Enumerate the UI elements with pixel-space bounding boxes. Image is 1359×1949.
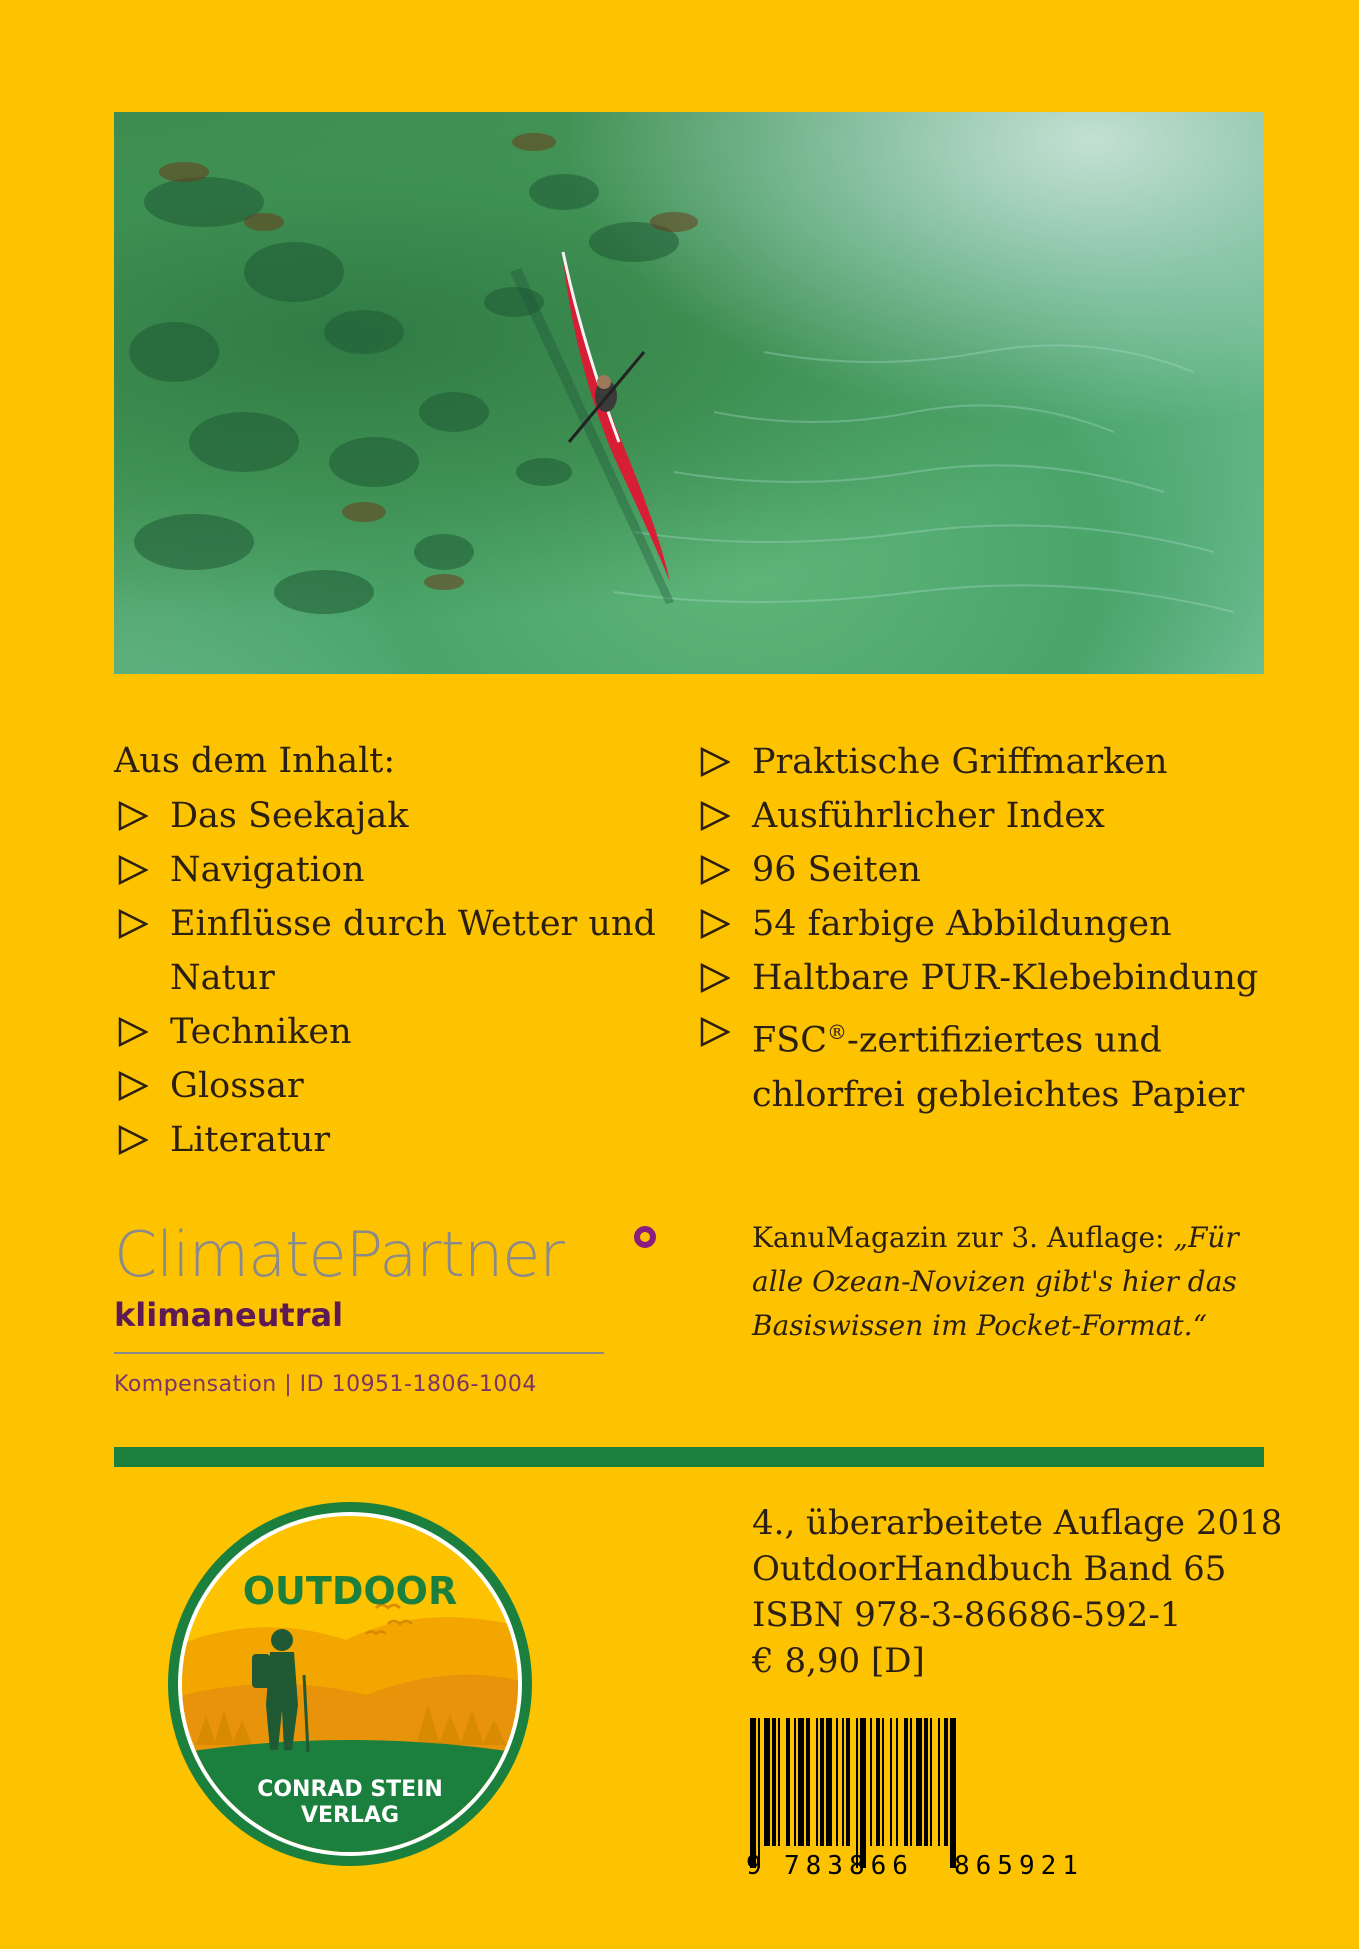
climate-partner-ring-icon xyxy=(634,1226,656,1248)
contents-list-left xyxy=(114,789,656,1167)
kayak-photo-illustration xyxy=(114,112,1264,674)
list-item xyxy=(114,843,656,897)
list-item-label: Techniken xyxy=(170,1012,352,1052)
list-item xyxy=(696,843,1258,897)
triangle-bullet-icon xyxy=(118,1071,148,1101)
list-item xyxy=(114,1005,656,1059)
list-item xyxy=(696,789,1258,843)
isbn-barcode xyxy=(744,1718,1134,1882)
price-text: € 8,90 [D] xyxy=(752,1641,925,1681)
climate-partner-wordmark: ClimatePartner xyxy=(114,1218,564,1291)
triangle-bullet-icon xyxy=(700,1017,730,1047)
badge-publisher-line2: VERLAG xyxy=(300,1803,400,1828)
list-item-label: Einflüsse durch Wetter und xyxy=(170,904,656,944)
list-item-label: 96 Seiten xyxy=(752,850,921,890)
fsc-prefix: FSC xyxy=(752,1020,828,1061)
list-item-label: Navigation xyxy=(170,850,365,890)
list-item-label: Literatur xyxy=(170,1120,331,1160)
list-item xyxy=(114,1059,656,1113)
fsc-suffix: -zertifiziertes und xyxy=(847,1020,1162,1061)
climate-neutral-label: klimaneutral xyxy=(114,1296,344,1334)
review-source: KanuMagazin zur 3. Auflage: xyxy=(752,1221,1174,1254)
edition-text: 4., überarbeitete Auflage 2018 xyxy=(752,1503,1283,1543)
list-item-label: Praktische Griffmarken xyxy=(752,742,1168,782)
registered-mark: ® xyxy=(827,1020,848,1044)
review-quote xyxy=(752,1216,1262,1348)
triangle-bullet-icon xyxy=(118,801,148,831)
list-item xyxy=(696,735,1258,789)
list-item xyxy=(696,1005,1258,1122)
list-item-label: 54 farbige Abbildungen xyxy=(752,904,1172,944)
isbn-text: ISBN 978-3-86686-592-1 xyxy=(752,1595,1182,1635)
list-item xyxy=(114,897,656,1005)
triangle-bullet-icon xyxy=(700,855,730,885)
climate-partner-divider xyxy=(114,1352,604,1354)
list-item-continuation: chlorfrei gebleichtes Papier xyxy=(752,1074,1245,1115)
list-item-continuation: Natur xyxy=(170,958,275,998)
barcode-digit-first: 9 xyxy=(746,1851,762,1881)
barcode-digits-left: 783866 xyxy=(784,1851,914,1881)
list-item-label: Glossar xyxy=(170,1066,304,1106)
barcode-bars xyxy=(750,1718,956,1868)
triangle-bullet-icon xyxy=(700,747,730,777)
contents-list-right xyxy=(696,735,1258,1122)
compensation-id: Kompensation | ID 10951-1806-1004 xyxy=(114,1372,537,1397)
publication-info xyxy=(752,1500,1282,1684)
list-item xyxy=(696,951,1258,1005)
triangle-bullet-icon xyxy=(118,1125,148,1155)
barcode-digits-right: 865921 xyxy=(954,1851,1084,1881)
outdoor-badge xyxy=(166,1500,534,1868)
list-item-label: Haltbare PUR-Klebebindung xyxy=(752,958,1259,998)
list-item-label: Ausführlicher Index xyxy=(752,796,1105,836)
badge-publisher-line1: CONRAD STEIN xyxy=(257,1777,443,1802)
triangle-bullet-icon xyxy=(118,909,148,939)
triangle-bullet-icon xyxy=(700,801,730,831)
climate-partner-logo xyxy=(114,1220,654,1397)
triangle-bullet-icon xyxy=(700,909,730,939)
divider-rule xyxy=(114,1447,1264,1467)
list-item xyxy=(114,1113,656,1167)
list-item xyxy=(114,789,656,843)
badge-title: OUTDOOR xyxy=(242,1569,458,1613)
triangle-bullet-icon xyxy=(118,855,148,885)
series-text: OutdoorHandbuch Band 65 xyxy=(752,1549,1227,1589)
list-item-label: Das Seekajak xyxy=(170,796,409,836)
review-text: „Für alle Ozean-Novizen gibt's hier das Basiswissen im Pocket-Format.“ xyxy=(752,1221,1239,1342)
cover-photo xyxy=(114,112,1264,674)
list-item xyxy=(696,897,1258,951)
triangle-bullet-icon xyxy=(700,963,730,993)
triangle-bullet-icon xyxy=(118,1017,148,1047)
contents-heading: Aus dem Inhalt: xyxy=(114,741,396,781)
